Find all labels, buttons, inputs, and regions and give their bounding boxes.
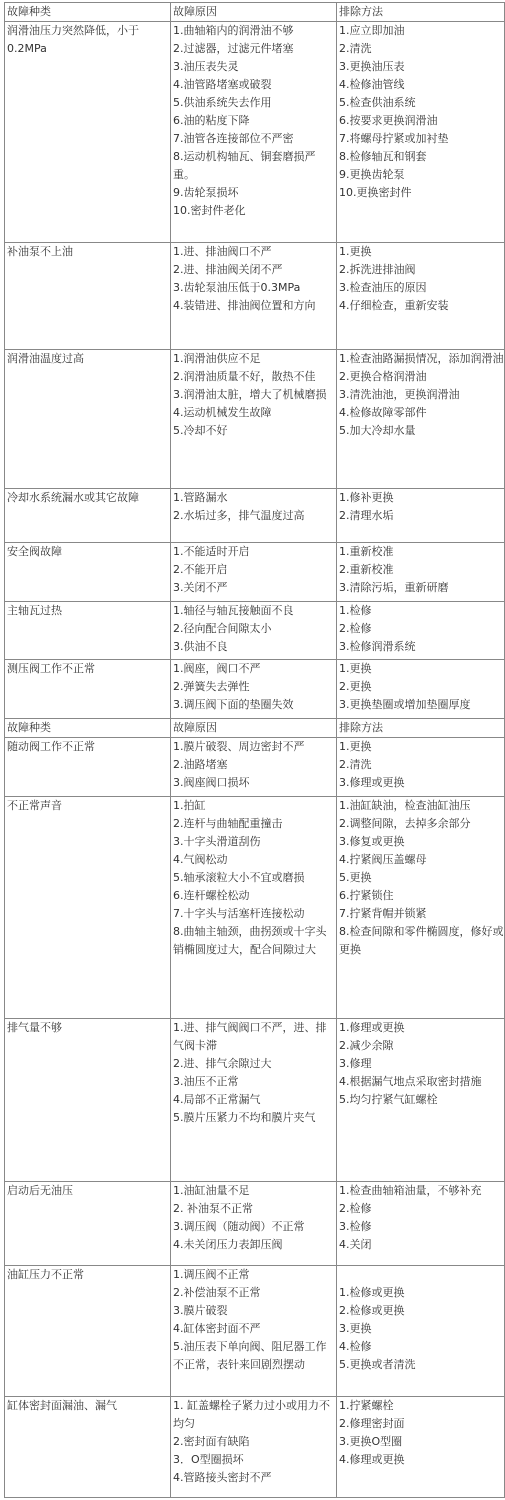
cause-line: 5.膜片压紧力不均和膜片夹气 <box>173 1110 316 1124</box>
table-row <box>5 350 505 489</box>
fix-line: 7.拧紧背帽并锁紧 <box>339 907 427 921</box>
fault-type-cell: 润滑油压力突然降低，小于0.2MPa <box>5 22 171 242</box>
fault-type-cell: 冷却水系统漏水或其它故障 <box>5 489 171 542</box>
table-header-row <box>5 3 505 22</box>
cause-line: 3.十字头滑道刮伤 <box>173 835 261 849</box>
fix-line: 1.检修或更换 <box>339 1286 405 1300</box>
cause-line: 3.供油不良 <box>173 639 228 653</box>
fix-line: 10.更换密封件 <box>339 186 412 200</box>
header-cell: 故障原因 <box>171 3 337 22</box>
cause-cell <box>171 242 337 350</box>
fix-line: 1.油缸缺油，检查油缸油压 <box>339 799 471 813</box>
cause-line: 2.补偿油泵不正常 <box>173 1286 261 1300</box>
fix-line: 3.更换油压表 <box>339 60 405 74</box>
fix-line: 1.修补更换 <box>339 491 394 505</box>
fix-line: 1.更换 <box>339 662 372 676</box>
cause-line: 3.油压不正常 <box>173 1074 239 1088</box>
cause-line: 1.油缸油量不足 <box>173 1183 250 1197</box>
cause-line: 6.油的粘度下降 <box>173 114 250 128</box>
cause-cell <box>171 489 337 542</box>
fix-line: 4.修理或更换 <box>339 1453 405 1467</box>
cause-line: 1.进、排油阀口不严 <box>173 244 272 258</box>
cause-line: 1.进、排气阀阀口不严，进、排气阀卡滞 <box>173 1020 327 1052</box>
fault-type-cell: 启动后无油压 <box>5 1181 171 1266</box>
cause-line: 8.曲轴主轴颈，曲拐颈或十字头销椭圆度过大，配合间隙过大 <box>173 925 327 957</box>
fix-line <box>339 1266 504 1284</box>
fix-line: 2.清洗 <box>339 757 372 771</box>
cause-line: 1.阀座，阀口不严 <box>173 662 261 676</box>
cause-cell <box>171 1266 337 1397</box>
fix-cell <box>337 660 505 718</box>
fix-line: 2.检修 <box>339 1201 372 1215</box>
cause-line: 3.阀座阀口损坏 <box>173 775 250 789</box>
fix-line: 3.修理 <box>339 1056 372 1070</box>
fix-line: 4.检修油管线 <box>339 78 405 92</box>
fix-line: 1.更换 <box>339 244 372 258</box>
fix-line: 1.检查油路漏损情况，添加润滑油 <box>339 352 504 366</box>
header-cell: 排除方法 <box>337 718 505 737</box>
cause-line: 2.进、排油阀关闭不严 <box>173 262 283 276</box>
table-row <box>5 242 505 350</box>
fix-line: 6.按要求更换润滑油 <box>339 114 438 128</box>
fix-line: 2.修理密封面 <box>339 1417 405 1431</box>
table-row <box>5 797 505 1018</box>
cause-line: 1.拍缸 <box>173 799 206 813</box>
fault-type-cell: 主轴瓦过热 <box>5 601 171 659</box>
fault-type-cell: 随动阀工作不正常 <box>5 737 171 796</box>
fix-cell <box>337 22 505 242</box>
fix-line: 5.检查供油系统 <box>339 96 416 110</box>
cause-line: 4.缸体密封面不严 <box>173 1322 261 1336</box>
fix-line: 1.更换 <box>339 739 372 753</box>
cause-line: 7.油管各连接部位不严密 <box>173 132 294 146</box>
cause-line: 2.弹簧失去弹性 <box>173 680 250 694</box>
fix-cell <box>337 1397 505 1498</box>
cause-line: 5.冷却不好 <box>173 424 228 438</box>
cause-line: 1.不能适时开启 <box>173 544 250 558</box>
cause-line: 7.十字头与活塞杆连接松动 <box>173 907 305 921</box>
fix-cell <box>337 797 505 1018</box>
header-cell: 故障种类 <box>5 3 171 22</box>
fix-cell <box>337 489 505 542</box>
fault-type-cell: 测压阀工作不正常 <box>5 660 171 718</box>
fix-line: 2.更换合格润滑油 <box>339 370 427 384</box>
fix-line: 4.检修故障零部件 <box>339 406 427 420</box>
cause-line: 3.膜片破裂 <box>173 1304 228 1318</box>
cause-line: 3.关闭不严 <box>173 580 228 594</box>
cause-line: 3.调压阀下面的垫圈失效 <box>173 698 294 712</box>
cause-line: 3.齿轮泵油压低于0.3MPa <box>173 280 301 294</box>
header-cell: 排除方法 <box>337 3 505 22</box>
cause-line: 6.连杆螺栓松动 <box>173 889 250 903</box>
cause-line: 4.气阀松动 <box>173 853 228 867</box>
cause-line: 2.径向配合间隙太小 <box>173 621 272 635</box>
fault-type-cell: 润滑油温度过高 <box>5 350 171 489</box>
fix-line: 3.更换 <box>339 1322 372 1336</box>
cause-line: 4.油管路堵塞或破裂 <box>173 78 272 92</box>
cause-cell <box>171 1181 337 1266</box>
cause-cell <box>171 737 337 796</box>
cause-line <box>173 959 336 977</box>
fix-cell <box>337 1018 505 1181</box>
fix-line: 1.检查曲轴箱油量，不够补充 <box>339 1183 482 1197</box>
cause-cell <box>171 1018 337 1181</box>
fix-line: 4.拧紧阀压盖螺母 <box>339 853 427 867</box>
header-cell: 故障种类 <box>5 718 171 737</box>
fix-line: 7.将螺母拧紧或加衬垫 <box>339 132 449 146</box>
fix-line: 8.检查间隙和零件椭圆度，修好或更换 <box>339 925 504 957</box>
cause-cell <box>171 601 337 659</box>
cause-cell <box>171 797 337 1018</box>
fix-line: 5.加大冷却水量 <box>339 424 416 438</box>
fix-line: 4.关闭 <box>339 1237 372 1251</box>
fault-table <box>4 2 505 1498</box>
cause-line: 3．O型圈损坏 <box>173 1453 244 1467</box>
cause-line: 4.装错进、排油阀位置和方向 <box>173 298 316 312</box>
cause-line: 1.调压阀不正常 <box>173 1268 250 1282</box>
fix-line: 3.清除污垢，重新研磨 <box>339 580 449 594</box>
cause-line: 3.润滑油太脏，增大了机械磨损 <box>173 388 327 402</box>
table-row <box>5 542 505 601</box>
cause-line: 5.油压表下单向阀、阻尼器工作不正常，表针来回剧烈摆动 <box>173 1340 327 1372</box>
cause-line: 1.润滑油供应不足 <box>173 352 261 366</box>
cause-line: 2.水垢过多，排气温度过高 <box>173 509 305 523</box>
fix-line: 9.更换齿轮泵 <box>339 168 405 182</box>
cause-line: 4.未关闭压力表卸压阀 <box>173 1237 283 1251</box>
cause-line: 4.运动机械发生故障 <box>173 406 272 420</box>
fault-type-cell: 补油泵不上油 <box>5 242 171 350</box>
fix-line: 2.清洗 <box>339 42 372 56</box>
table-row <box>5 22 505 242</box>
table-row <box>5 1397 505 1498</box>
fix-line: 1.拧紧螺栓 <box>339 1399 394 1413</box>
fix-line: 2.检修或更换 <box>339 1304 405 1318</box>
fix-line: 4.检修 <box>339 1340 372 1354</box>
cause-cell <box>171 660 337 718</box>
fix-line: 2.减少余隙 <box>339 1038 394 1052</box>
cause-line: 2.密封面有缺陷 <box>173 1435 250 1449</box>
table-row <box>5 1266 505 1397</box>
fault-type-cell: 安全阀故障 <box>5 542 171 601</box>
fix-line: 3.清洗油池，更换润滑油 <box>339 388 460 402</box>
fault-type-cell: 不正常声音 <box>5 797 171 1018</box>
cause-cell <box>171 1397 337 1498</box>
fix-line: 3.检查油压的原因 <box>339 280 427 294</box>
table-row <box>5 1181 505 1266</box>
cause-line: 2.油路堵塞 <box>173 757 228 771</box>
fix-line: 3.更换O型圈 <box>339 1435 403 1449</box>
fix-cell <box>337 1181 505 1266</box>
fix-line: 6.拧紧锁住 <box>339 889 394 903</box>
cause-line: 2.润滑油质量不好，散热不佳 <box>173 370 316 384</box>
fix-line: 3.检修 <box>339 1219 372 1233</box>
fix-line: 8.检修轴瓦和钢套 <box>339 150 427 164</box>
fix-cell <box>337 1266 505 1397</box>
fix-line: 3.修理或更换 <box>339 775 405 789</box>
cause-line: 1.膜片破裂、周边密封不严 <box>173 739 305 753</box>
cause-line: 2.过滤器，过滤元件堵塞 <box>173 42 294 56</box>
fix-cell <box>337 601 505 659</box>
cause-line: 2.连杆与曲轴配重撞击 <box>173 817 283 831</box>
fix-cell <box>337 242 505 350</box>
cause-line: 3.油压表失灵 <box>173 60 239 74</box>
fix-line: 5.更换 <box>339 871 372 885</box>
cause-line: 1. 缸盖螺栓子紧力过小或用力不均匀 <box>173 1399 330 1431</box>
fix-line: 2.重新校准 <box>339 562 394 576</box>
fix-cell <box>337 737 505 796</box>
fix-line: 1.修理或更换 <box>339 1020 405 1034</box>
cause-line: 3.调压阀（随动阀）不正常 <box>173 1219 305 1233</box>
cause-line: 5.轴承滚粒大小不宜或磨损 <box>173 871 305 885</box>
table-row <box>5 601 505 659</box>
fix-line: 3.更换垫圈或增加垫圈厚度 <box>339 698 471 712</box>
fix-line: 4.根据漏气地点采取密封措施 <box>339 1074 482 1088</box>
fix-line: 5.均匀拧紧气缸螺栓 <box>339 1092 438 1106</box>
table-header-row <box>5 718 505 737</box>
cause-cell <box>171 22 337 242</box>
fix-line: 4.仔细检查，重新安装 <box>339 298 449 312</box>
fix-line: 2.检修 <box>339 621 372 635</box>
cause-line: 1.轴径与轴瓦接触面不良 <box>173 603 294 617</box>
table-row <box>5 660 505 718</box>
cause-line: 8.运动机构轴瓦、铜套磨损严重。 <box>173 150 316 182</box>
cause-line: 10.密封件老化 <box>173 204 246 218</box>
fix-line: 3.检修润滑系统 <box>339 639 416 653</box>
cause-line: 4.管路接头密封不严 <box>173 1471 272 1485</box>
fault-type-cell: 缸体密封面漏油、漏气 <box>5 1397 171 1498</box>
fix-line: 2.拆洗进排油阀 <box>339 262 416 276</box>
cause-line: 1.曲轴箱内的润滑油不够 <box>173 24 294 38</box>
header-cell: 故障原因 <box>171 718 337 737</box>
fault-type-cell: 油缸压力不正常 <box>5 1266 171 1397</box>
cause-line: 5.供油系统失去作用 <box>173 96 272 110</box>
fix-line: 1.重新校准 <box>339 544 394 558</box>
fix-line: 1.应立即加油 <box>339 24 405 38</box>
fix-line: 5.更换或者清洗 <box>339 1358 416 1372</box>
fault-table-body <box>5 3 505 1498</box>
fix-line: 2.清理水垢 <box>339 509 394 523</box>
fix-line: 1.检修 <box>339 603 372 617</box>
cause-line: 2. 补油泵不正常 <box>173 1201 253 1215</box>
fix-line: 3.修复或更换 <box>339 835 405 849</box>
cause-line: 4.局部不正常漏气 <box>173 1092 261 1106</box>
table-row <box>5 489 505 542</box>
table-row <box>5 737 505 796</box>
cause-line: 2.不能开启 <box>173 562 228 576</box>
fix-cell <box>337 542 505 601</box>
cause-line: 1.管路漏水 <box>173 491 228 505</box>
fix-line: 2.调整间隙，去掉多余部分 <box>339 817 471 831</box>
cause-cell <box>171 350 337 489</box>
fault-type-cell: 排气量不够 <box>5 1018 171 1181</box>
fix-line: 2.更换 <box>339 680 372 694</box>
table-row <box>5 1018 505 1181</box>
cause-line: 2.进、排气余隙过大 <box>173 1056 272 1070</box>
cause-line: 9.齿轮泵损坏 <box>173 186 239 200</box>
cause-cell <box>171 542 337 601</box>
fix-cell <box>337 350 505 489</box>
